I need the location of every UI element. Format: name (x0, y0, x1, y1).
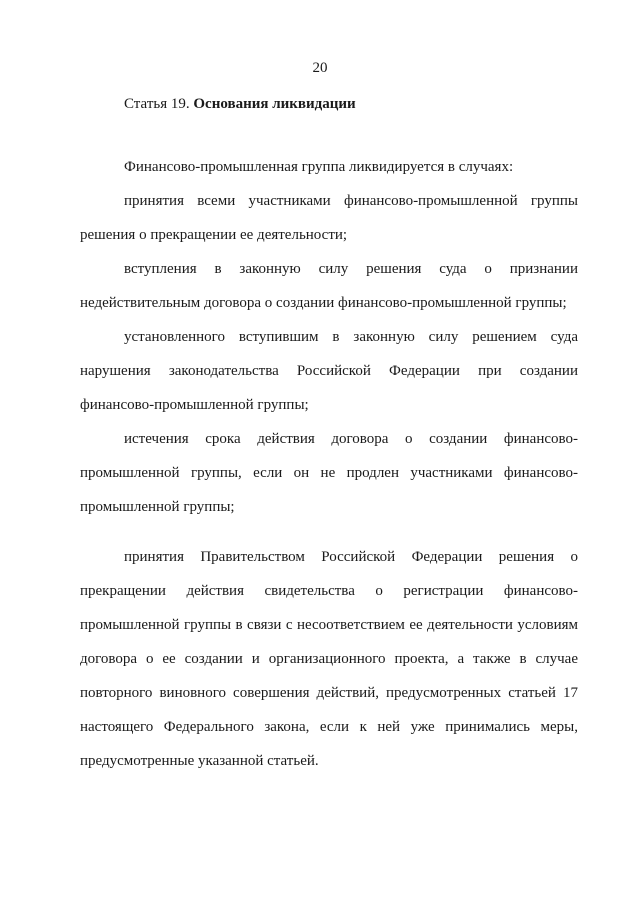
page-number: 20 (312, 60, 328, 76)
article-label: Статья 19. (124, 96, 190, 112)
clause-paragraph: принятия всеми участниками финансово-промышленной группы решения о прекращении ее деятельности; (80, 193, 578, 243)
clause-paragraph: вступления в законную силу решения суда о признании недействительным договора о создании финансово-промышленной группы; (80, 261, 578, 311)
clause-paragraph: принятия Правительством Российской Федерации решения о прекращении действия свидетельства о регистрации финансово-промышленной группы в связи с несоответствием ее деятельности условиям договора о ее создании и организационного проекта, а также в случае повторного виновного совершения действий, предусмотренных статьей 17 настоящего Федерального закона, если к ней уже принимались меры, предусмотренные указанной статьей. (80, 549, 578, 769)
intro-paragraph: Финансово-промышленная группа ликвидируется в случаях: (124, 159, 514, 175)
article-title: Основания ликвидации (193, 96, 356, 112)
article-heading (124, 96, 356, 113)
clause-paragraph: установленного вступившим в законную силу решением суда нарушения законодательства Российской Федерации при создании финансово-промышленной группы; (80, 329, 578, 413)
article-body (80, 150, 578, 778)
clause-paragraph: истечения срока действия договора о создании финансово-промышленной группы, если он не продлен участниками финансово-промышленной группы; (80, 431, 578, 515)
